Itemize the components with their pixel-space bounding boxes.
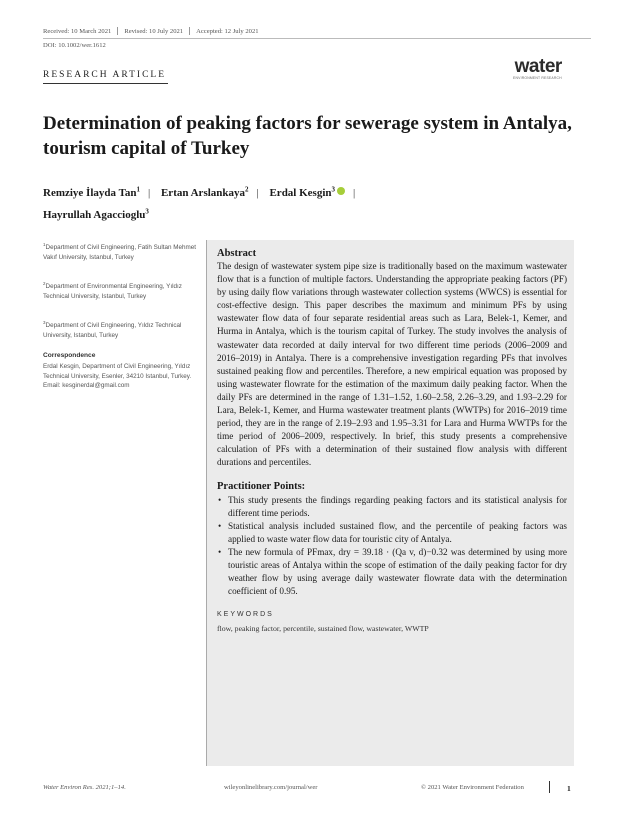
- logo-subtitle: ENVIRONMENT RESEARCH: [513, 76, 562, 80]
- practitioner-point: • This study presents the findings regarding peaking factors and its statistical analysis for different time periods.: [217, 494, 567, 520]
- author[interactable]: Erdal Kesgin$^3$: [269, 187, 345, 199]
- article-title: Determination of peaking factors for sewerage system in Antalya, tourism capital of Turkey: [43, 113, 572, 159]
- correspondence: [43, 362, 203, 391]
- practitioner-point: • The new formula of PFmax, dry = 39.18 · (Qa v, d)−0.32 was determined by using more touristic areas of Antalya within the scope of estimation of the daily peaking factor for dry weather flow by using average daily wastewater flowrate data with the determination coefficient of 0.95.: [217, 546, 567, 598]
- copyright: © 2021 Water Environment Federation: [421, 784, 524, 791]
- correspondence-heading: Correspondence: [43, 352, 96, 359]
- author[interactable]: Ertan Arslankaya$^2$: [160, 185, 249, 199]
- revised-date: Revised: 10 July 2021: [124, 27, 184, 35]
- journal-logo: [513, 58, 562, 80]
- affiliation: $^3$Department of Civil Engineering, Yıldız Technical University, Istanbul, Turkey: [43, 320, 182, 339]
- doi[interactable]: DOI: 10.1002/wer.1612: [43, 42, 106, 49]
- date-separator: [117, 27, 118, 35]
- received-date: Received: 10 March 2021: [43, 27, 112, 35]
- publication-dates: [43, 27, 259, 35]
- article-type-rule: [43, 83, 168, 84]
- journal-url[interactable]: wileyonlinelibrary.com/journal/wer: [224, 784, 318, 791]
- logo-wordmark: water: [514, 56, 562, 77]
- abstract-heading: Abstract: [217, 248, 257, 259]
- accepted-date: Accepted: 12 July 2021: [196, 27, 259, 35]
- abstract-text: The design of wastewater system pipe size is traditionally based on the maximum wastewater flow that is a function of multiple factors. Understanding the appropriate peaking factors (PF) by using daily flow variations through wastewater collection systems (WWCS) is essential for cost-effective design. This paper describes the maximum and minimum PFs by using wastewater flow data of four separate residential areas such as Lara, Belek-1, Kemer, and Hurma in Antalya, which is the tourism capital of Turkey. The study involves the analysis of wastewater data recorded at daily interval for two different time periods (2006–2009 and 2016–2019) in Antalya. There is a comprehensive investigation regarding PFs that involves sustained peaking flow and percentiles. Therefore, a new empirical equation was proposed by using wastewater flowrate for the estimation of the maximum daily peaking factor. When the daily PFs are determined in the range of 1.31–1.52, 1.60–2.58, 2.26–3.29, and 1.93–2.29 for Lara, Belek-1, Kemer, and Hurma wastewater treatment plants (WWTPs) for 2016–2019 time period, they are in the range of 2.19–2.93 and 1.95–3.31 for Lara and Hurma WWTPs for the time period of 2006–2009, respectively. In brief, this study presents a comprehensive calculation of PFs with a determination of their sustained flow analysis with different durations and percentiles.: [217, 261, 567, 468]
- author[interactable]: Hayrullah Agaccioglu$^3$: [43, 207, 149, 222]
- practitioner-points-heading: Practitioner Points:: [217, 480, 306, 492]
- practitioner-point: • Statistical analysis included sustained flow, and the percentile of peaking factors was applied to waste water flow data for touristic city of Antalya.: [217, 520, 567, 546]
- journal-citation: Water Environ Res. 2021;1–14.: [43, 784, 126, 791]
- article-type: RESEARCH ARTICLE: [43, 70, 167, 80]
- author-list: Remziye İlayda Tan$^1$ | Ertan Arslankaya$^2$ | Erdal Kesgin$^3$ | Hayrullah Agaccioglu$^3$: [43, 185, 356, 222]
- page-number: 1: [567, 784, 571, 793]
- abstract-box: [206, 240, 574, 766]
- author[interactable]: Remziye İlayda Tan$^1$: [43, 185, 141, 199]
- affiliation: $^1$Department of Civil Engineering, Fatih Sultan Mehmet Vakıf University, Istanbul, Turkey: [43, 242, 197, 261]
- keywords-heading: KEYWORDS: [217, 611, 274, 619]
- footer-divider: [549, 781, 550, 793]
- date-separator: [189, 27, 190, 35]
- affiliation: $^2$Department of Environmental Engineering, Yıldız Technical University, Istanbul, Turkey: [43, 281, 182, 300]
- correspondence-email[interactable]: Email: kesginerdal@gmail.com: [43, 382, 130, 390]
- keywords: flow, peaking factor, percentile, sustained flow, wastewater, WWTP: [217, 624, 429, 634]
- correspondence-address: Erdal Kesgin, Department of Civil Engineering, Yıldız Technical University, Esenler, 34210 Istanbul, Turkey.: [43, 363, 192, 380]
- orcid-icon[interactable]: [337, 187, 345, 195]
- header-rule: [43, 38, 591, 39]
- practitioner-points: [217, 494, 567, 599]
